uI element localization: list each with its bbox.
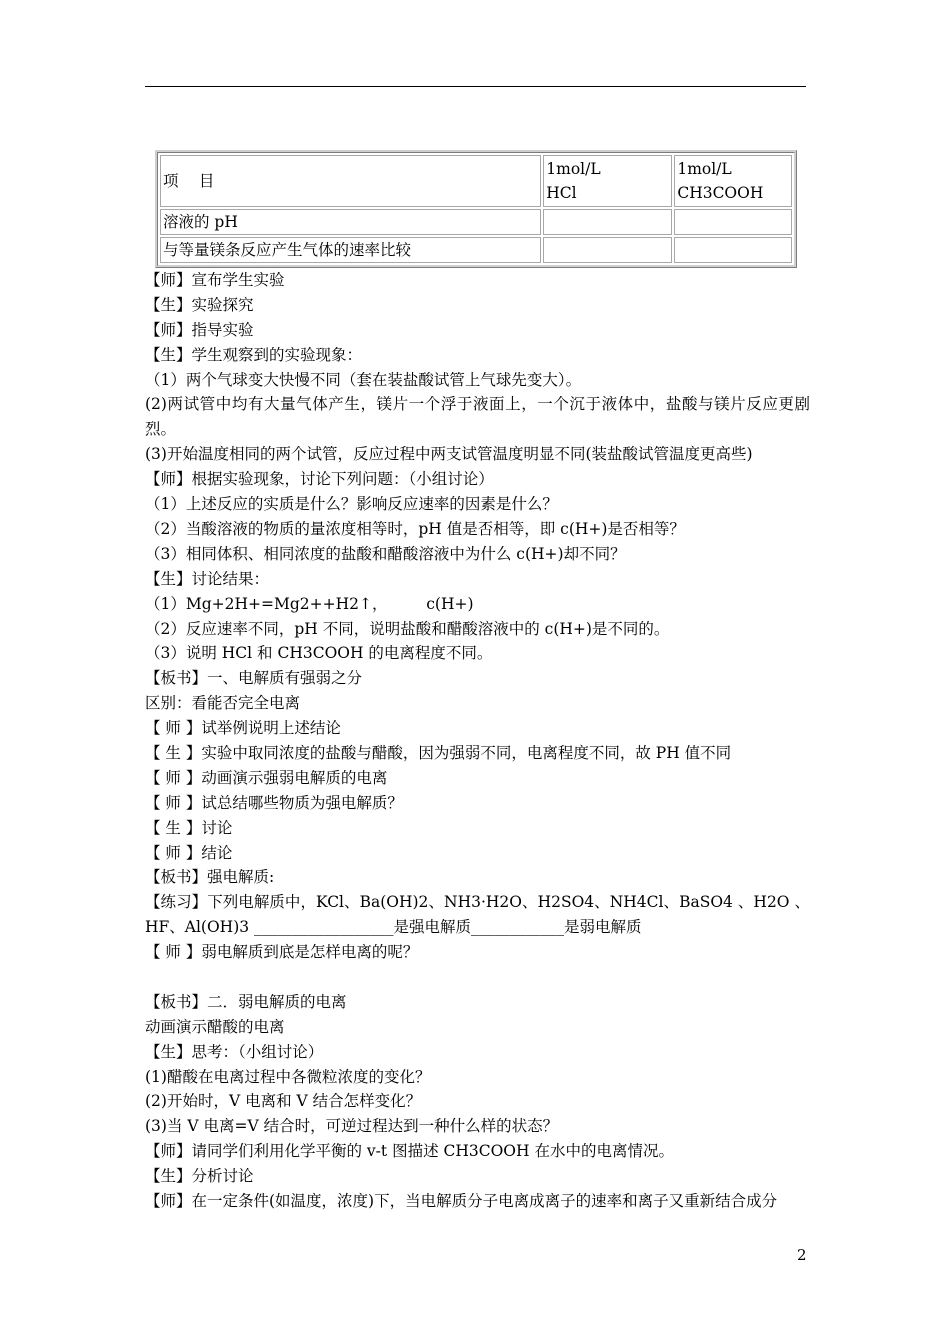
text-line: 区别：看能否完全电离 xyxy=(145,694,301,713)
text-line: 【 生 】讨论 xyxy=(145,818,233,837)
text-line: 【师】在一定条件(如温度，浓度)下，当电解质分子电离成离子的速率和离子又重新结合成分 xyxy=(145,1192,778,1211)
blank-line xyxy=(145,965,810,990)
text-line: 【生】思考：（小组讨论） xyxy=(145,1042,324,1061)
text-line: （2）反应速率不同，pH 不同，说明盐酸和醋酸溶液中的 c(H+)是不同的。 xyxy=(145,619,670,638)
text-line: (3)当 V 电离=V 结合时，可逆过程达到一种什么样的状态？ xyxy=(145,1117,559,1136)
text-line: 【生】实验探究 xyxy=(145,295,254,314)
text-line: 【板书】一、电解质有强弱之分 xyxy=(145,669,363,688)
table-row-label: 溶液的 pH xyxy=(160,209,541,235)
table-header-hcl xyxy=(543,155,672,207)
text-line: 【 师 】试总结哪些物质为强电解质？ xyxy=(145,793,403,812)
table-header-ch3cooh-concentration: 1mol/L xyxy=(677,160,732,178)
text-line: (2)开始时，V 电离和 V 结合怎样变化？ xyxy=(145,1092,422,1111)
table-cell-ch3cooh xyxy=(674,237,792,263)
text-line: 【生】分析讨论 xyxy=(145,1167,254,1186)
text-line: 【 师 】试举例说明上述结论 xyxy=(145,719,341,738)
text-line: 【 师 】弱电解质到底是怎样电离的呢？ xyxy=(145,943,419,962)
text-line: （3）相同体积、相同浓度的盐酸和醋酸溶液中为什么 c(H+)却不同？ xyxy=(145,544,626,563)
text-line: （1）Mg+2H+=Mg2++H2↑， c(H+) xyxy=(145,594,474,613)
text-line: 【师】指导实验 xyxy=(145,320,254,339)
table-header-row xyxy=(160,155,792,207)
table-cell-ch3cooh xyxy=(674,209,792,235)
table-cell-hcl xyxy=(543,237,672,263)
table-header-item: 项 目 xyxy=(160,155,541,207)
text-line: 【 师 】动画演示强弱电解质的电离 xyxy=(145,768,388,787)
page-number: 2 xyxy=(797,1246,807,1264)
text-paragraph: (2)两试管中均有大量气体产生，镁片一个浮于液面上，一个沉于液体中，盐酸与镁片反应更剧烈。 xyxy=(145,395,810,439)
table-row xyxy=(160,209,792,235)
text-line: （1）上述反应的实质是什么？影响反应速率的因素是什么？ xyxy=(145,495,558,514)
text-line: 【板书】二．弱电解质的电离 xyxy=(145,992,347,1011)
text-line: （2）当酸溶液的物质的量浓度相等时，pH 值是否相等，即 c(H+)是否相等？ xyxy=(145,519,685,538)
text-line: （1）两个气球变大快慢不同（套在装盐酸试管上气球先变大）。 xyxy=(145,370,582,389)
table-header-ch3cooh-name: CH3COOH xyxy=(677,184,764,202)
text-line: 【师】请同学们利用化学平衡的 v-t 图描述 CH3COOH 在水中的电离情况。 xyxy=(145,1142,674,1161)
text-line: 【师】宣布学生实验 xyxy=(145,271,285,289)
table-header-hcl-concentration: 1mol/L xyxy=(546,160,601,178)
text-line: 【生】学生观察到的实验现象： xyxy=(145,345,363,364)
table-row-label: 与等量镁条反应产生气体的速率比较 xyxy=(160,237,541,263)
table-header-hcl-name: HCl xyxy=(546,184,577,202)
lesson-body xyxy=(145,268,810,1214)
comparison-table xyxy=(155,150,797,268)
text-line: (1)醋酸在电离过程中各微粒浓度的变化？ xyxy=(145,1067,431,1086)
header-rule xyxy=(145,86,806,87)
text-line: (3)开始温度相同的两个试管，反应过程中两支试管温度明显不同(装盐酸试管温度更高些) xyxy=(145,445,753,464)
text-line: 【师】根据实验现象，讨论下列问题：（小组讨论） xyxy=(145,470,494,489)
table-header-ch3cooh xyxy=(674,155,792,207)
text-line: 【 师 】结论 xyxy=(145,843,233,862)
exercise-paragraph: 【练习】下列电解质中，KCl、Ba(OH)2、NH3·H2O、H2SO4、NH4Cl、BaSO4 、H2O 、HF、Al(OH)3 __________________是强电解质____________是弱电解质 xyxy=(145,893,810,937)
text-line: 动画演示醋酸的电离 xyxy=(145,1017,285,1036)
text-line: 【 生 】实验中取同浓度的盐酸与醋酸，因为强弱不同，电离程度不同，故 PH 值不同 xyxy=(145,743,732,762)
table-cell-hcl xyxy=(543,209,672,235)
text-line: 【板书】强电解质: xyxy=(145,868,275,887)
table-row xyxy=(160,237,792,263)
text-line: 【生】讨论结果： xyxy=(145,569,270,588)
text-line: （3）说明 HCl 和 CH3COOH 的电离程度不同。 xyxy=(145,644,493,663)
